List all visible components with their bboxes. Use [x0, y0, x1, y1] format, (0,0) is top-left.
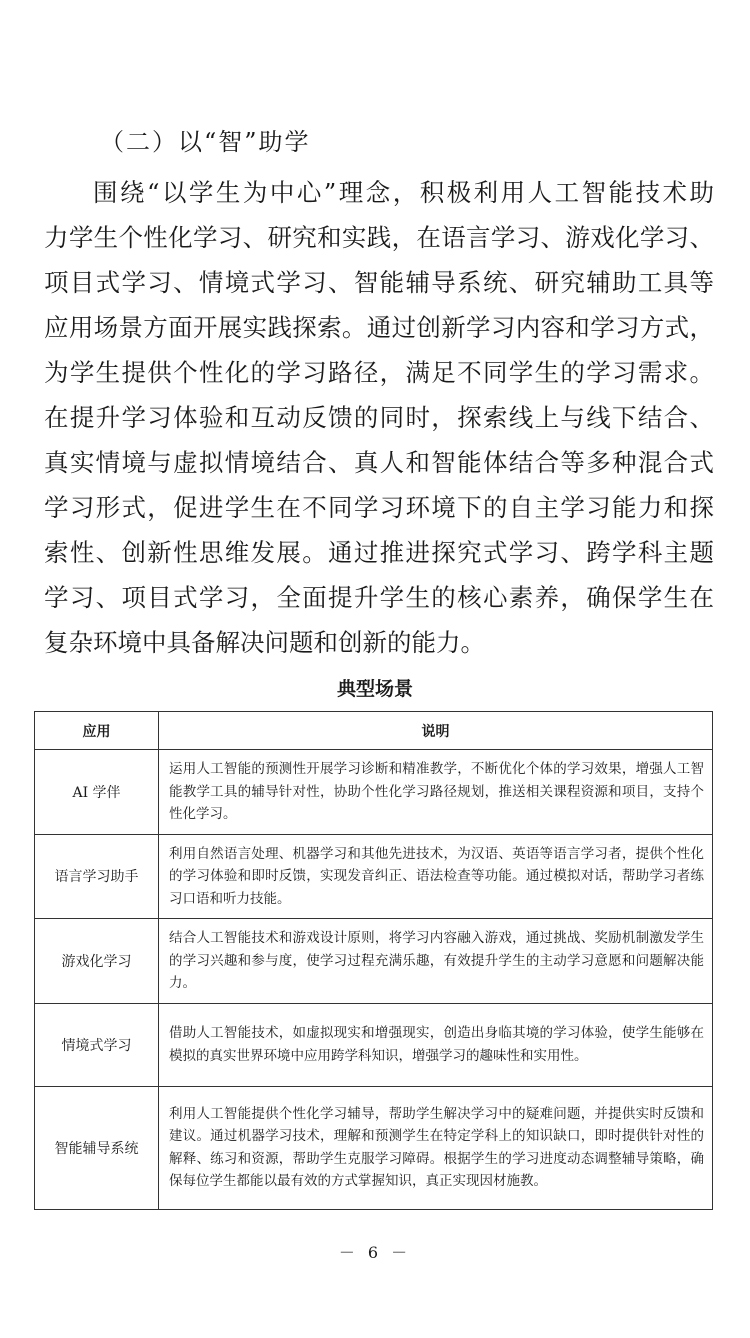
paragraph-line: 为学生提供个性化的学习路径，满足不同学生的学习需求。	[44, 358, 714, 387]
table-header-row	[35, 712, 713, 750]
description-cell: 结合人工智能技术和游戏设计原则，将学习内容融入游戏，通过挑战、奖励机制激发学生的学习兴趣和参与度，使学习过程充满乐趣，有效提升学生的主动学习意愿和问题解决能力。	[159, 919, 713, 1004]
paragraph-line: 复杂环境中具备解决问题和创新的能力。	[44, 628, 485, 657]
paragraph-line: 项目式学习、情境式学习、智能辅导系统、研究辅助工具等	[44, 268, 714, 297]
description-cell: 利用自然语言处理、机器学习和其他先进技术，为汉语、英语等语言学习者，提供个性化的学习体验和即时反馈，实现发音纠正、语法检查等功能。通过模拟对话，帮助学习者练习口语和听力技能。	[159, 834, 713, 919]
page-number: － 6 －	[338, 1243, 412, 1262]
description-cell: 利用人工智能提供个性化学习辅导，帮助学生解决学习中的疑难问题，并提供实时反馈和建议。通过机器学习技术，理解和预测学生在特定学科上的知识缺口，即时提供针对性的解释、练习和资源，帮助学生克服学习障碍。根据学生的学习进度动态调整辅导策略，确保每位学生都能以最有效的方式掌握知识，真正实现因材施教。	[159, 1086, 713, 1209]
paragraph-line: 学习、项目式学习，全面提升学生的核心素养，确保学生在	[44, 583, 714, 612]
table-row	[35, 750, 713, 835]
table-title: 典型场景	[336, 678, 413, 700]
table-row	[35, 1003, 713, 1086]
paragraph-line: 真实情境与虚拟情境结合、真人和智能体结合等多种混合式	[44, 448, 714, 477]
paragraph-line: 索性、创新性思维发展。通过推进探究式学习、跨学科主题	[44, 538, 714, 567]
header-description: 说明	[159, 712, 713, 750]
paragraph-line: 围绕“以学生为中心”理念，积极利用人工智能技术助	[93, 178, 714, 207]
table-row	[35, 834, 713, 919]
paragraph-line: 在提升学习体验和互动反馈的同时，探索线上与线下结合、	[44, 403, 714, 432]
scenario-table	[34, 711, 713, 1210]
table-row	[35, 919, 713, 1004]
description-cell: 借助人工智能技术，如虚拟现实和增强现实，创造出身临其境的学习体验，使学生能够在模拟的真实世界环境中应用跨学科知识，增强学习的趣味性和实用性。	[159, 1003, 713, 1086]
application-cell: 智能辅导系统	[35, 1086, 159, 1209]
application-cell: AI 学伴	[35, 750, 159, 835]
section-heading: （二）以“智”助学	[100, 128, 311, 156]
application-cell: 情境式学习	[35, 1003, 159, 1086]
paragraph-line: 应用场景方面开展实践探索。通过创新学习内容和学习方式，	[44, 313, 714, 342]
table-row	[35, 1086, 713, 1209]
header-application: 应用	[35, 712, 159, 750]
description-cell: 运用人工智能的预测性开展学习诊断和精准教学，不断优化个体的学习效果，增强人工智能教学工具的辅导针对性，协助个性化学习路径规划，推送相关课程资源和项目，支持个性化学习。	[159, 750, 713, 835]
paragraph-line: 力学生个性化学习、研究和实践，在语言学习、游戏化学习、	[44, 223, 714, 252]
application-cell: 语言学习助手	[35, 834, 159, 919]
paragraph-line: 学习形式，促进学生在不同学习环境下的自主学习能力和探	[44, 493, 714, 522]
application-cell: 游戏化学习	[35, 919, 159, 1004]
body-paragraph	[44, 170, 714, 665]
